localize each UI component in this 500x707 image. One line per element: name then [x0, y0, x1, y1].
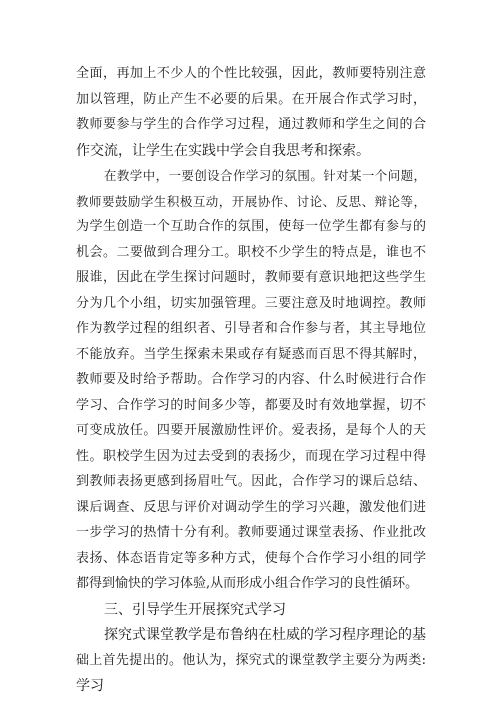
text-line: 作为教学过程的组织者、引导者和合作参与者，其主导地位 — [76, 321, 426, 336]
text-line: 教师要参与学生的合作学习过程，通过教师和学生之间的合 — [76, 117, 426, 132]
text-line: 表扬、体态语肯定等多种方式，使每个合作学习小组的同学 — [76, 551, 426, 566]
text-line: 教师要鼓励学生积极互动，开展协作、讨论、反思、辩论等， — [76, 194, 426, 209]
text-line: 教师要及时给予帮助。合作学习的内容、什么时候进行合作 — [76, 372, 426, 387]
text-line: 课后调查、反思与评价对调动学生的学习兴趣，激发他们进 — [76, 500, 426, 515]
text-line: 础上首先提出的。他认为，探究式的课堂教学主要分为两类: — [76, 653, 426, 668]
text-line: 不能放弃。当学生探索未果或存有疑惑而百思不得其解时， — [76, 347, 426, 362]
text-line: 服谁，因此在学生探讨问题时，教师要有意识地把这些学生 — [76, 270, 426, 285]
text-line: 可变成放任。四要开展激励性评价。爱表扬，是每个人的天 — [76, 423, 426, 438]
text-line: 加以管理，防止产生不必要的后果。在开展合作式学习时， — [76, 92, 426, 107]
paragraph-first-line: 探究式课堂教学是布鲁纳在杜威的学习程序理论的基 — [104, 627, 426, 643]
text-line: 全面，再加上不少人的个性比较强，因此，教师要特别注意 — [76, 66, 426, 81]
text-line: 一步学习的热情十分有利。教师要通过课堂表扬、作业批改 — [76, 525, 426, 540]
text-line: 分为几个小组，切实加强管理。三要注意及时地调控。教师 — [76, 296, 426, 311]
text-line: 为学生创造一个互助合作的氛围，使每一位学生都有参与的 — [76, 219, 426, 234]
text-line: 学习、合作学习的时间多少等，都要及时有效地掌握，切不 — [76, 398, 426, 413]
text-line: 都得到愉快的学习体验,从而形成小组合作学习的良性循环。 — [76, 576, 419, 591]
text-line: 学习 — [76, 678, 104, 694]
text-line: 到教师表扬更感到扬眉吐气。因此，合作学习的课后总结、 — [76, 474, 426, 489]
text-line: 性。职校学生因为过去受到的表扬少，而现在学习过程中得 — [76, 449, 426, 464]
text-line: 作交流，让学生在实践中学会自我思考和探索。 — [76, 143, 370, 159]
paragraph-first-line: 在教学中，一要创设合作学习的氛围。针对某一个问题， — [104, 168, 426, 183]
section-heading: 三、引导学生开展探究式学习 — [104, 602, 286, 618]
text-line: 机会。二要做到合理分工。职校不少学生的特点是，谁也不 — [76, 245, 426, 260]
